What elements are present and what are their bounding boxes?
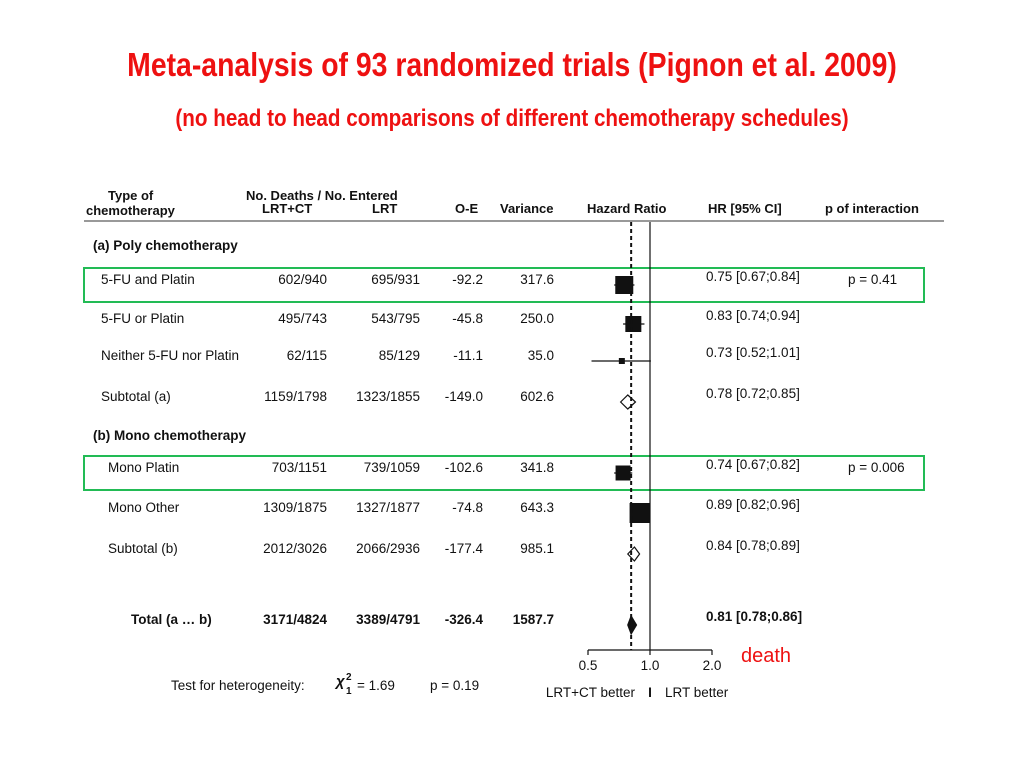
header-type-line2: chemotherapy: [86, 203, 175, 218]
oe-cell: -45.8: [452, 311, 483, 326]
effect-box: [625, 316, 641, 332]
outcome-label: death: [741, 645, 792, 667]
header-hr-ci: HR [95% CI]: [708, 201, 782, 216]
study-row: [108, 497, 800, 515]
effect-box: [616, 466, 631, 481]
variance-cell: 643.3: [520, 500, 554, 515]
effect-box: [630, 503, 650, 523]
study-row: [84, 456, 924, 490]
heterogeneity-p: p = 0.19: [430, 678, 480, 693]
chi-superscript: 2: [346, 672, 352, 683]
favours-right-label: LRT better: [665, 685, 729, 700]
variance-cell: 1587.7: [512, 612, 554, 627]
table-header: [84, 188, 944, 221]
variance-cell: 317.6: [520, 272, 554, 287]
row-label: Subtotal (a): [101, 389, 171, 404]
deaths-ct-cell: 1309/1875: [263, 500, 327, 515]
deaths-ct-cell: 62/115: [286, 348, 327, 363]
row-label: Mono Platin: [108, 460, 180, 475]
row-label: Neither 5-FU nor Platin: [101, 348, 240, 363]
deaths-lrt-cell: 695/931: [371, 272, 420, 287]
variance-cell: 250.0: [520, 311, 554, 326]
deaths-ct-cell: 495/743: [278, 311, 327, 326]
deaths-lrt-cell: 1323/1855: [356, 389, 420, 404]
oe-cell: -177.4: [444, 541, 483, 556]
row-label: Subtotal (b): [108, 541, 178, 556]
oe-cell: -11.1: [453, 348, 483, 363]
deaths-lrt-cell: 543/795: [371, 311, 420, 326]
slide-subtitle: (no head to head comparisons of different chemotherapy schedules): [175, 105, 849, 132]
deaths-ct-cell: 703/1151: [271, 460, 327, 475]
heterogeneity-value: = 1.69: [357, 678, 395, 693]
deaths-ct-cell: 3171/4824: [263, 612, 327, 627]
row-label: 5-FU and Platin: [101, 272, 195, 287]
subtotal-diamond: [628, 547, 640, 561]
hr-ci-cell: 0.75 [0.67;0.84]: [706, 269, 800, 284]
section-label: (b) Mono chemotherapy: [93, 428, 247, 443]
x-tick-label: 2.0: [702, 658, 722, 673]
favours-left-label: LRT+CT better: [545, 685, 635, 700]
deaths-lrt-cell: 2066/2936: [356, 541, 420, 556]
hr-ci-cell: 0.73 [0.52;1.01]: [706, 345, 800, 360]
header-p-interaction: p of interaction: [825, 201, 919, 216]
subtotal-row: [101, 386, 800, 404]
study-row: [101, 308, 800, 326]
hr-ci-cell: 0.81 [0.78;0.86]: [706, 609, 803, 624]
slide-title: Meta-analysis of 93 randomized trials (Pignon et al. 2009): [127, 46, 897, 83]
study-row: [101, 345, 800, 363]
total-row: [131, 609, 802, 627]
header-oe: O-E: [455, 201, 479, 216]
study-row: [84, 268, 924, 302]
table-rows: [84, 238, 924, 627]
chi-subscript: 1: [346, 686, 352, 697]
deaths-lrt-cell: 3389/4791: [356, 612, 420, 627]
deaths-ct-cell: 1159/1798: [264, 389, 327, 404]
variance-cell: 602.6: [520, 389, 554, 404]
oe-cell: -102.6: [444, 460, 483, 475]
x-tick-label: 1.0: [640, 658, 660, 673]
oe-cell: -92.2: [452, 272, 483, 287]
deaths-ct-cell: 602/940: [278, 272, 327, 287]
plot-footer: [171, 672, 479, 697]
header-deaths-ct: LRT+CT: [262, 201, 313, 216]
variance-cell: 985.1: [520, 541, 554, 556]
hr-ci-cell: 0.84 [0.78;0.89]: [706, 538, 800, 553]
deaths-lrt-cell: 85/129: [378, 348, 420, 363]
section-row: [93, 428, 246, 443]
heterogeneity-label: Test for heterogeneity:: [171, 678, 305, 693]
subtotal-diamond: [621, 395, 636, 409]
header-type-line1: Type of: [108, 188, 154, 203]
favours-separator: I: [648, 685, 652, 700]
subtotal-row: [108, 538, 800, 556]
variance-cell: 35.0: [527, 348, 554, 363]
row-label: Mono Other: [108, 500, 180, 515]
p-interaction-cell: p = 0.006: [848, 460, 905, 475]
hr-ci-cell: 0.83 [0.74;0.94]: [706, 308, 800, 323]
header-deaths-lrt: LRT: [372, 201, 398, 216]
oe-cell: -149.0: [444, 389, 483, 404]
hr-ci-cell: 0.89 [0.82;0.96]: [706, 497, 800, 512]
row-label: 5-FU or Platin: [101, 311, 185, 326]
deaths-ct-cell: 2012/3026: [263, 541, 327, 556]
oe-cell: -74.8: [452, 500, 483, 515]
section-row: [93, 238, 238, 253]
variance-cell: 341.8: [520, 460, 554, 475]
p-interaction-cell: p = 0.41: [848, 272, 898, 287]
header-variance: Variance: [500, 201, 554, 216]
hr-ci-cell: 0.74 [0.67;0.82]: [706, 457, 800, 472]
x-tick-label: 0.5: [578, 658, 598, 673]
deaths-lrt-cell: 739/1059: [363, 460, 420, 475]
deaths-lrt-cell: 1327/1877: [356, 500, 420, 515]
header-deaths-line1: No. Deaths / No. Entered: [246, 188, 398, 203]
section-label: (a) Poly chemotherapy: [93, 238, 238, 253]
row-label: Total (a … b): [131, 612, 212, 627]
effect-box: [619, 358, 625, 364]
oe-cell: -326.4: [444, 612, 483, 627]
chi-symbol: χ: [336, 673, 345, 690]
hr-ci-cell: 0.78 [0.72;0.85]: [706, 386, 800, 401]
header-hazard-ratio: Hazard Ratio: [587, 201, 667, 216]
